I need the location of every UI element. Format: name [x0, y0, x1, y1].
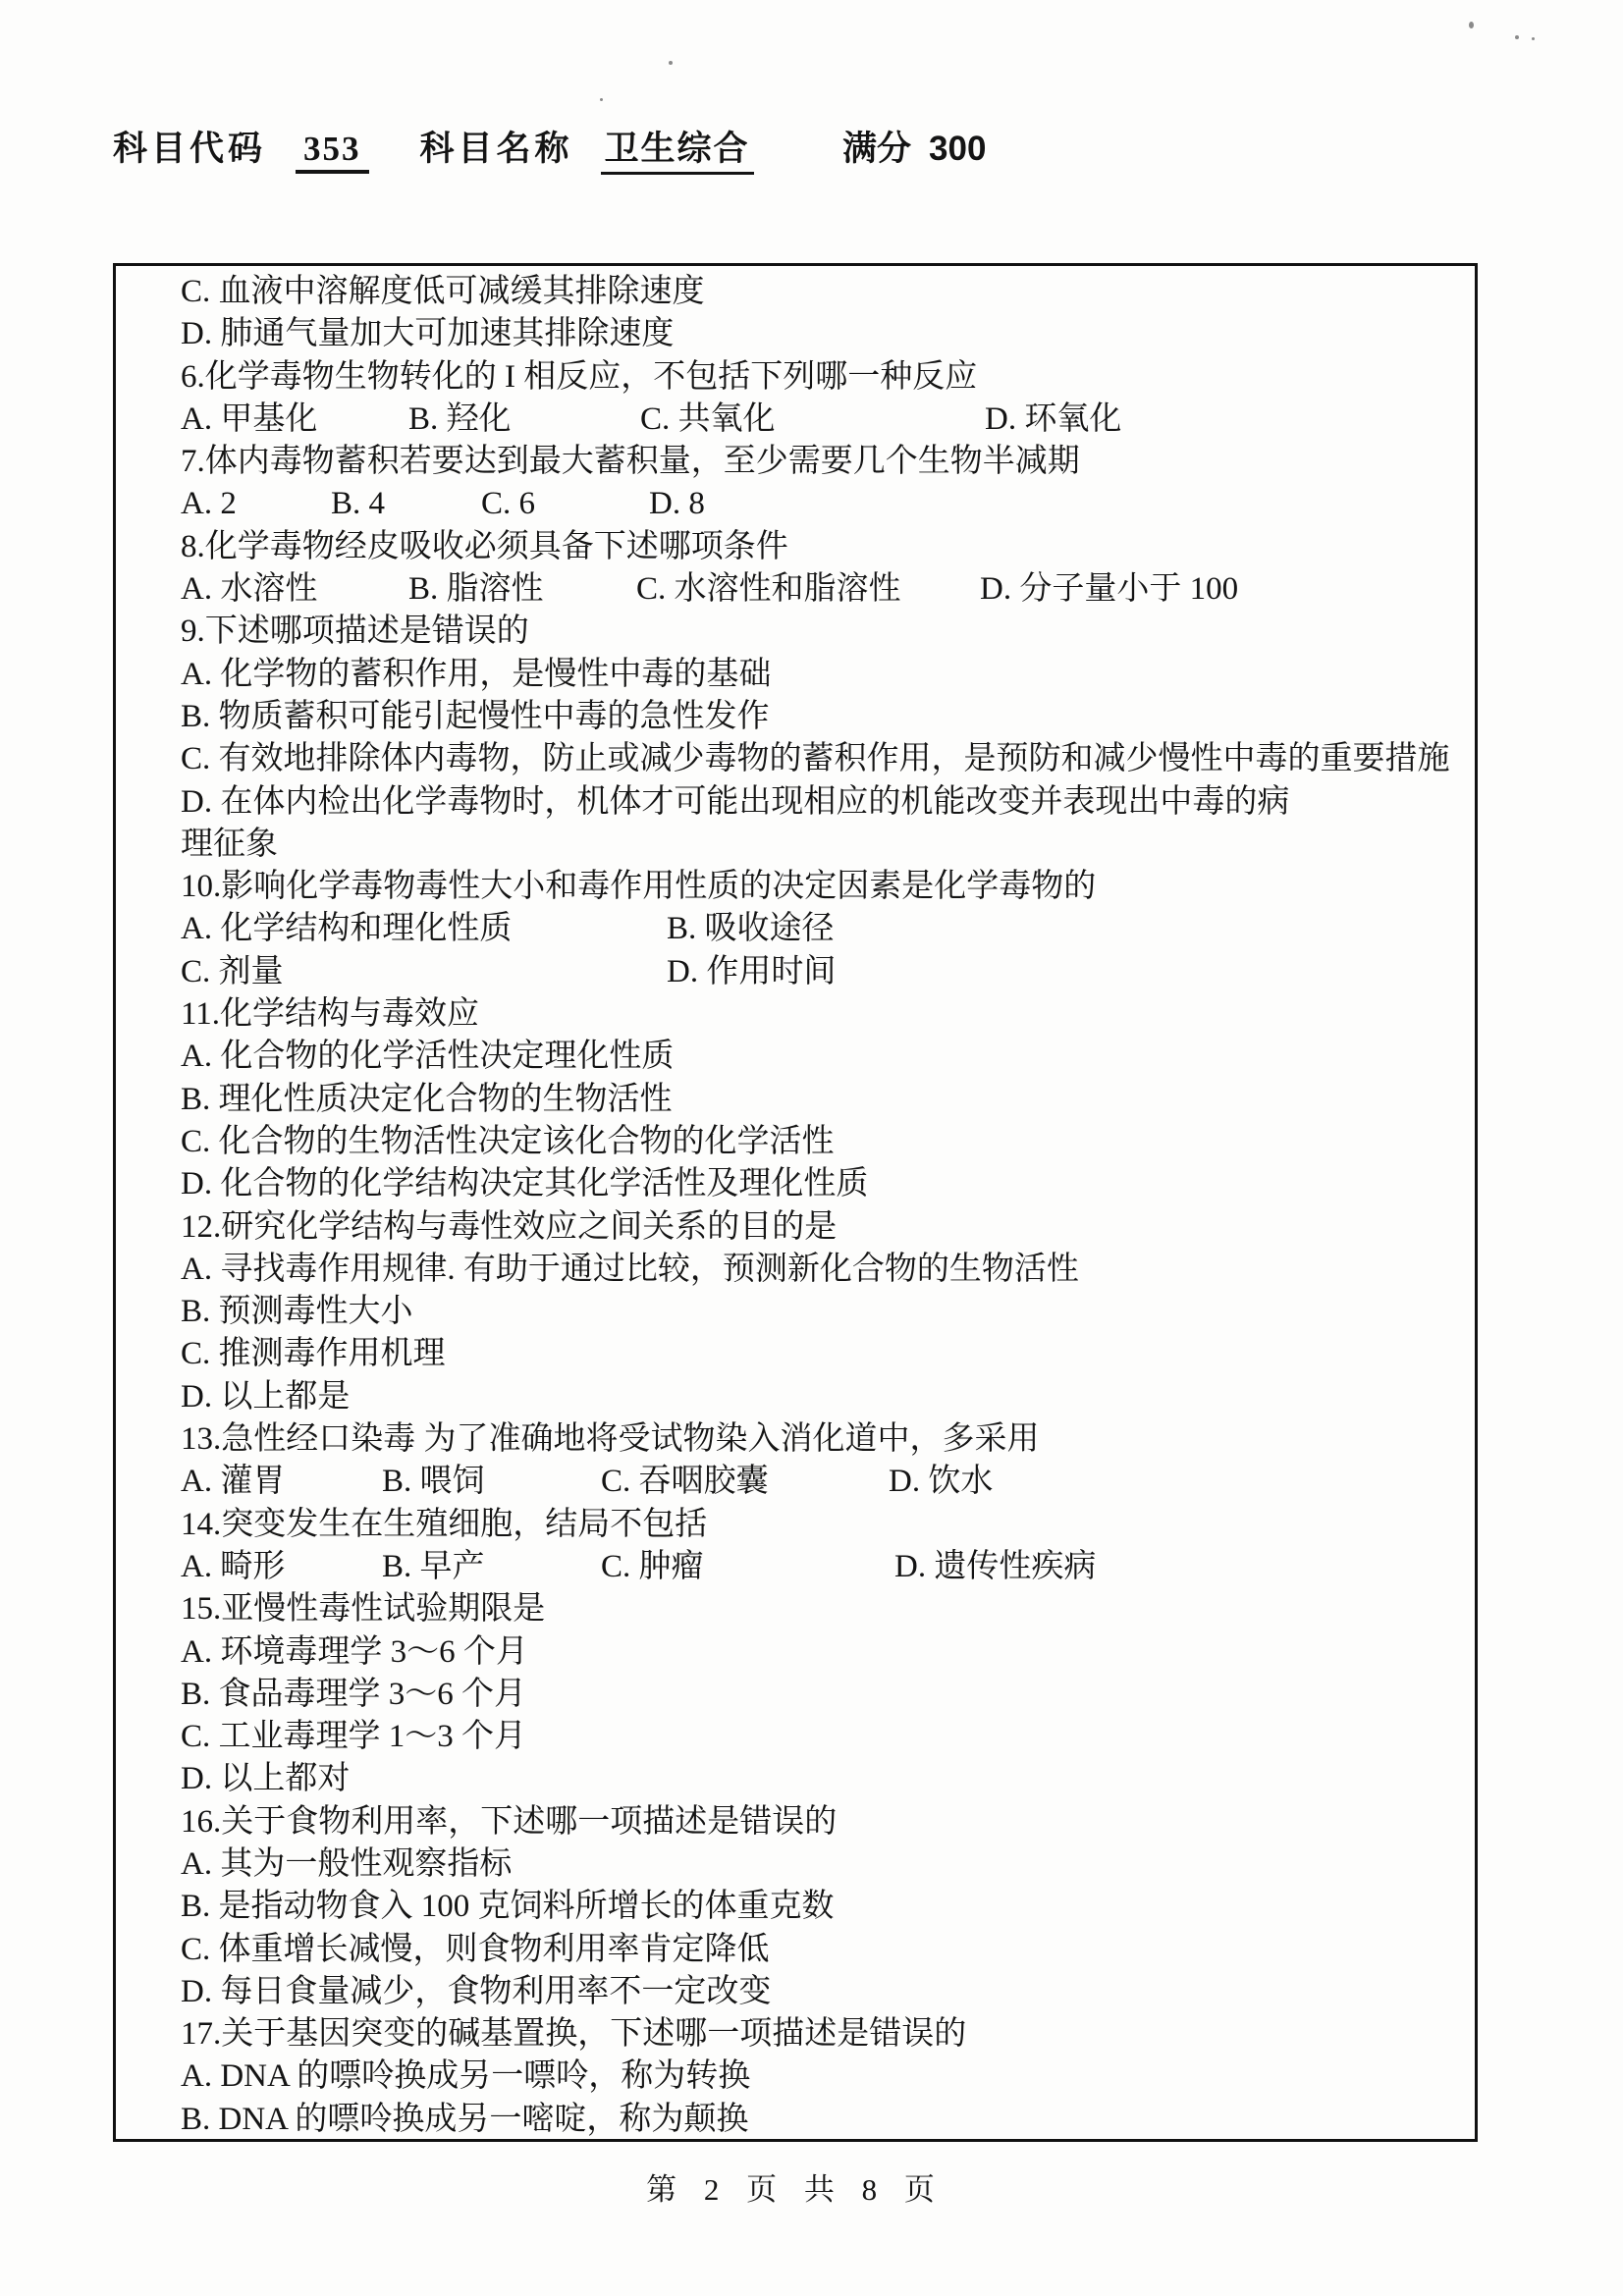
scan-speck	[1515, 35, 1519, 39]
question-8-stem: 8.化学毒物经皮吸收必须具备下述哪项条件	[181, 528, 788, 564]
question-7-stem: 7.体内毒物蓄积若要达到最大蓄积量，至少需要几个生物半减期	[181, 444, 1080, 480]
question-15-option-d: D. 以上都对	[181, 1761, 351, 1797]
question-9-option-b: B. 物质蓄积可能引起慢性中毒的急性发作	[181, 698, 770, 734]
question-box-content	[181, 271, 1469, 2141]
scan-speck	[1469, 22, 1474, 28]
option-d: D. 遗传性疾病	[894, 1548, 1097, 1584]
question-14-stem: 14.突变发生在生殖细胞，结局不包括	[181, 1506, 708, 1542]
full-score-label: 满分	[842, 130, 912, 168]
option-b: B. 羟化	[408, 400, 512, 437]
option-c: C. 肿瘤	[601, 1548, 704, 1584]
question-16-option-c: C. 体重增长减慢，则食物利用率肯定降低	[181, 1931, 770, 1967]
question-16-stem: 16.关于食物利用率，下述哪一项描述是错误的	[181, 1803, 838, 1840]
question-6-stem: 6.化学毒物生物转化的 I 相反应，不包括下列哪一种反应	[181, 358, 978, 395]
option-a: A. 灌胃	[181, 1464, 286, 1500]
question-10-options-row-2	[181, 951, 1469, 993]
question-9-option-d-wrap: 理征象	[181, 826, 278, 862]
option-d: D. 8	[649, 486, 705, 522]
question-12-option-a: A. 寻找毒作用规律. 有助于通过比较，预测新化合物的生物活性	[181, 1251, 1079, 1287]
page-indicator: 第 2 页 共 8 页	[646, 2172, 945, 2207]
question-9-option-d: D. 在体内检出化学毒物时，机体才可能出现相应的机能改变并表现出中毒的病	[181, 783, 1290, 820]
question-17-option-a: A. DNA 的嘌呤换成另一嘌呤，称为转换	[181, 2058, 751, 2095]
question-16-option-b: B. 是指动物食入 100 克饲料所增长的体重克数	[181, 1889, 835, 1925]
question-12-stem: 12.研究化学结构与毒性效应之间关系的目的是	[181, 1208, 838, 1245]
option-a: A. 水溶性	[181, 571, 318, 608]
subject-code-label: 科目代码	[113, 130, 267, 168]
carryover-option-d: D. 肺通气量加大可加速其排除速度	[181, 316, 675, 352]
option-a: A. 甲基化	[181, 400, 318, 437]
option-b: B. 喂饲	[382, 1464, 485, 1500]
question-15-option-b: B. 食品毒理学 3～6 个月	[181, 1676, 527, 1712]
option-b: B. 4	[331, 486, 386, 522]
option-d: D. 分子量小于 100	[980, 571, 1239, 608]
question-11-option-d: D. 化合物的化学结构决定其化学活性及理化性质	[181, 1166, 869, 1202]
question-14-options	[181, 1546, 1469, 1588]
question-17-option-b: B. DNA 的嘌呤换成另一嘧啶，称为颠换	[181, 2101, 749, 2137]
question-17-stem: 17.关于基因突变的碱基置换，下述哪一项描述是错误的	[181, 2016, 967, 2053]
page-footer	[113, 2164, 1478, 2209]
question-10-options-row-1	[181, 908, 1469, 950]
page-header	[113, 122, 754, 175]
option-d: D. 环氧化	[985, 400, 1122, 437]
option-d: D. 作用时间	[667, 953, 837, 989]
question-16-option-a: A. 其为一般性观察指标	[181, 1845, 513, 1882]
option-b: B. 早产	[382, 1548, 485, 1584]
full-score	[842, 122, 986, 171]
question-11-stem: 11.化学结构与毒效应	[181, 996, 480, 1033]
question-15-stem: 15.亚慢性毒性试验期限是	[181, 1591, 546, 1628]
question-11-option-c: C. 化合物的生物活性决定该化合物的化学活性	[181, 1123, 835, 1159]
question-6-options	[181, 399, 1469, 441]
question-13-stem: 13.急性经口染毒 为了准确地将受试物染入消化道中，多采用	[181, 1421, 1040, 1458]
scan-speck	[669, 61, 673, 65]
option-a: A. 2	[181, 486, 237, 522]
option-b: B. 吸收途径	[667, 911, 835, 947]
option-d: D. 饮水	[889, 1464, 994, 1500]
question-8-options	[181, 568, 1469, 611]
subject-code-value: 353	[296, 130, 369, 174]
question-12-option-d: D. 以上都是	[181, 1378, 351, 1415]
question-15-option-a: A. 环境毒理学 3～6 个月	[181, 1633, 528, 1670]
option-b: B. 脂溶性	[408, 571, 544, 608]
subject-name-label: 科目名称	[419, 130, 573, 168]
scan-speck	[1532, 37, 1535, 40]
scan-speck	[600, 98, 603, 101]
subject-name-value: 卫生综合	[601, 122, 754, 175]
option-a: A. 化学结构和理化性质	[181, 911, 513, 947]
question-9-stem: 9.下述哪项描述是错误的	[181, 614, 529, 650]
option-c: C. 6	[481, 486, 536, 522]
question-16-option-d: D. 每日食量减少，食物利用率不一定改变	[181, 1973, 772, 2009]
question-12-option-b: B. 预测毒性大小	[181, 1294, 413, 1330]
option-c: C. 水溶性和脂溶性	[636, 571, 901, 608]
question-12-option-c: C. 推测毒作用机理	[181, 1336, 446, 1372]
carryover-option-c: C. 血液中溶解度低可减缓其排除速度	[181, 274, 705, 309]
question-15-option-c: C. 工业毒理学 1～3 个月	[181, 1719, 527, 1755]
question-9-option-a: A. 化学物的蓄积作用，是慢性中毒的基础	[181, 656, 772, 692]
option-c: C. 剂量	[181, 953, 284, 989]
question-box	[113, 263, 1478, 2142]
question-11-option-b: B. 理化性质决定化合物的生物活性	[181, 1081, 673, 1117]
option-c: C. 共氧化	[640, 400, 776, 437]
question-10-stem: 10.影响化学毒物毒性大小和毒作用性质的决定因素是化学毒物的	[181, 869, 1097, 905]
question-9-option-c: C. 有效地排除体内毒物，防止或减少毒物的蓄积作用，是预防和减少慢性中毒的重要措施	[181, 741, 1450, 777]
option-a: A. 畸形	[181, 1548, 286, 1584]
question-7-options	[181, 483, 1469, 525]
full-score-value: 300	[929, 130, 987, 168]
question-11-option-a: A. 化合物的化学活性决定理化性质	[181, 1039, 675, 1075]
option-c: C. 吞咽胶囊	[601, 1464, 769, 1500]
question-13-options	[181, 1461, 1469, 1503]
